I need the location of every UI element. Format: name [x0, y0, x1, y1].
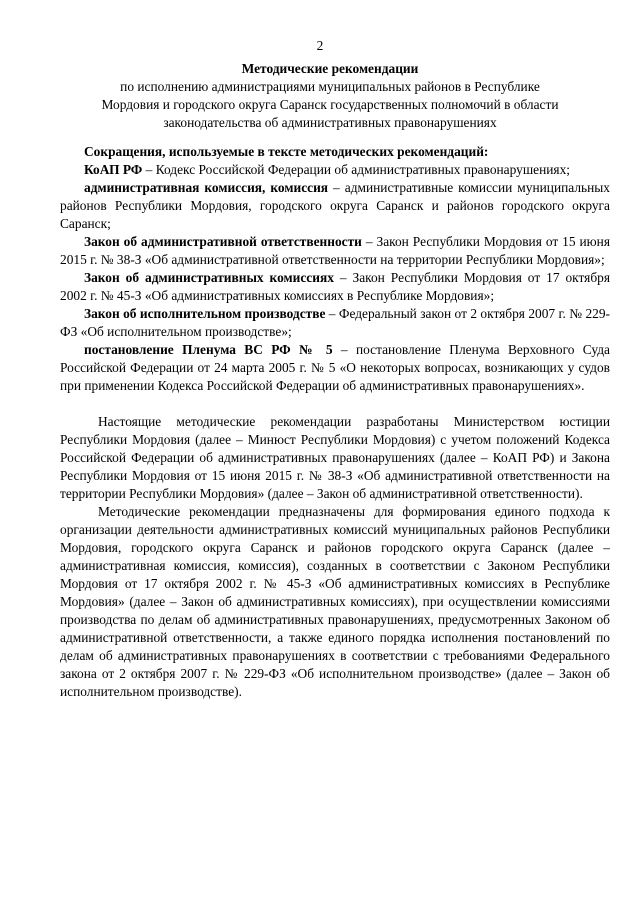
document-subtitle-line-2: Мордовия и городского округа Саранск государственных полномочий в области: [101, 97, 559, 112]
abbreviation-definition: – административные комиссии муниципальных районов Республики Мордовия, городского округа Саранск и районов городского округа Саранск;: [60, 180, 610, 231]
abbreviation-term: административная комиссия, комиссия: [84, 180, 329, 195]
abbreviation-definition: – постановление Пленума Верховного Суда Российской Федерации от 24 марта 2005 г. № 5 «О некоторых вопросах, возникающих у судов при применении Кодекса Российской Федерации об административных правонарушениях».: [60, 342, 610, 393]
abbreviation-term: постановление Пленума ВС РФ № 5: [84, 342, 333, 357]
abbreviation-item: [60, 233, 610, 269]
body-paragraph-2: Методические рекомендации предназначены для формирования единого подхода к организации деятельности административных комиссий муниципальных районов Республики Мордовия, городского округа Саранск и районов городского округа Саранск (далее – административная комиссия, комиссия), созданных в соответствии с Законом Республики Мордовия от 17 октября 2002 г. № 45-З «Об административных комиссиях в Республике Мордовия» (далее – Закон об административных комиссиях), при осуществлении комиссиями производства по делам об административных правонарушениях, предусмотренных Законом об административной ответственности, а также единого порядка исполнения постановлений по делам об административных правонарушениях в соответствии с требованиями Федерального закона от 2 октября 2007 г. № 229-ФЗ «Об исполнительном производстве» (далее – Закон об исполнительном производстве).: [60, 504, 610, 699]
abbreviation-term: Закон об административной ответственности: [84, 234, 362, 249]
body-paragraph-1: Настоящие методические рекомендации разработаны Министерством юстиции Республики Мордовия (далее – Минюст Республики Мордовия) с учетом положений Кодекса Российской Федерации об административных правонарушениях (далее – КоАП РФ) и Закона Республики Мордовия от 15 июня 2015 г. № 38-З «Об административной ответственности на территории Республики Мордовия» (далее – Закон об административной ответственности).: [60, 414, 610, 501]
document-heading: [60, 60, 600, 132]
document-subtitle-line-3: законодательства об административных правонарушениях: [163, 115, 497, 130]
abbreviation-item: [60, 341, 610, 395]
abbreviation-definition: – Закон Республики Мордовия от 15 июня 2015 г. № 38-З «Об административной ответственности на территории Республики Мордовия»;: [60, 234, 610, 267]
section-spacer: [60, 395, 610, 413]
document-title: Методические рекомендации: [241, 61, 419, 76]
abbreviation-term: КоАП РФ: [84, 162, 143, 177]
abbreviation-definition: – Кодекс Российской Федерации об административных правонарушениях;: [142, 162, 571, 177]
abbreviation-item: [60, 269, 610, 305]
abbreviation-definition: – Закон Республики Мордовия от 17 октября 2002 г. № 45-З «Об административных комиссиях в Республике Мордовия»;: [60, 270, 610, 303]
abbreviation-item: [60, 179, 610, 233]
abbreviation-term: Закон об исполнительном производстве: [84, 306, 326, 321]
document-subtitle-line-1: по исполнению администрациями муниципальных районов в Республике: [120, 79, 540, 94]
abbreviation-term: Закон об административных комиссиях: [84, 270, 334, 285]
abbreviation-item: [60, 305, 610, 341]
abbreviation-item: [60, 161, 610, 179]
page-number: 2: [316, 38, 324, 53]
abbreviations-title: Сокращения, используемые в тексте методических рекомендаций:: [84, 144, 489, 159]
abbreviation-definition: – Федеральный закон от 2 октября 2007 г. № 229-ФЗ «Об исполнительном производстве»;: [60, 306, 610, 339]
document-body: [60, 143, 610, 701]
